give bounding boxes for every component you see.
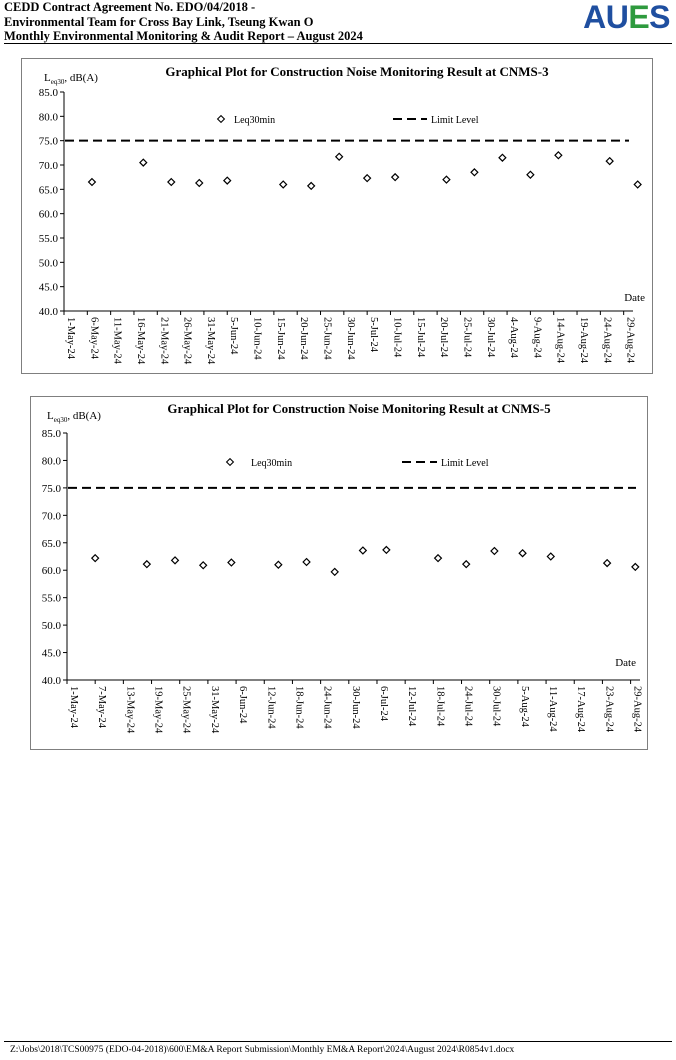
y-axis-label-sub: eq30 xyxy=(50,78,65,86)
y-tick-label: 50.0 xyxy=(38,257,58,270)
y-tick-label: 80.0 xyxy=(41,455,61,468)
x-tick-label: 30-Jun-24 xyxy=(349,686,361,729)
y-axis-label-main: L xyxy=(44,72,51,84)
cnms-3-noise-chart xyxy=(21,58,653,374)
x-tick-label: 1-May-24 xyxy=(68,686,79,728)
y-axis-label-main: L xyxy=(47,410,54,422)
x-tick-label: 30-Jul-24 xyxy=(484,317,496,358)
chart-title: Graphical Plot for Construction Noise Monitoring Result at CNMS-5 xyxy=(167,401,551,416)
x-tick-label: 24-Jun-24 xyxy=(321,686,333,729)
report-header xyxy=(4,0,564,44)
x-axis-label: Date xyxy=(624,292,645,304)
y-tick-label: 60.0 xyxy=(38,208,58,221)
y-tick-label: 55.0 xyxy=(41,592,61,605)
y-tick-label: 40.0 xyxy=(38,306,58,318)
y-tick-label: 40.0 xyxy=(41,675,61,687)
x-tick-label: 18-Jun-24 xyxy=(293,686,305,729)
x-tick-label: 11-Aug-24 xyxy=(547,686,559,732)
y-tick-label: 55.0 xyxy=(38,233,58,245)
y-tick-label: 45.0 xyxy=(41,647,61,660)
x-tick-label: 12-Jul-24 xyxy=(406,686,418,727)
x-tick-label: 19-May-24 xyxy=(152,686,164,734)
x-tick-label: 5-Jul-24 xyxy=(368,317,380,352)
y-tick-label: 65.0 xyxy=(38,184,58,197)
x-tick-label: 9-Aug-24 xyxy=(531,317,543,358)
x-tick-label: 29-Aug-24 xyxy=(624,317,636,364)
x-tick-label: 30-Jul-24 xyxy=(490,686,502,727)
x-tick-label: 25-May-24 xyxy=(180,686,192,734)
x-tick-label: 24-Aug-24 xyxy=(601,317,613,364)
x-tick-label: 10-Jul-24 xyxy=(391,317,403,358)
x-tick-label: 6-Jun-24 xyxy=(237,686,249,724)
x-tick-label: 21-May-24 xyxy=(158,317,170,365)
logo-letter-u: U xyxy=(605,0,629,35)
header-report-line: Monthly Environmental Monitoring & Audit Report – August 2024 xyxy=(4,29,363,43)
x-tick-label: 17-Aug-24 xyxy=(575,686,587,733)
y-tick-label: 70.0 xyxy=(38,160,58,172)
x-tick-label: 7-May-24 xyxy=(96,686,108,728)
x-tick-label: 19-Aug-24 xyxy=(578,317,590,364)
x-tick-label: 20-Jul-24 xyxy=(438,317,450,358)
y-tick-label: 65.0 xyxy=(41,537,61,550)
x-tick-label: 31-May-24 xyxy=(208,686,220,734)
y-tick-label: 70.0 xyxy=(41,510,61,523)
x-tick-label: 15-Jun-24 xyxy=(274,317,286,360)
x-tick-label: 16-May-24 xyxy=(134,317,146,365)
y-tick-label: 75.0 xyxy=(41,482,61,495)
y-axis-label-sub: eq30 xyxy=(53,416,68,424)
footer-divider xyxy=(4,1041,672,1042)
x-tick-label: 6-May-24 xyxy=(88,317,100,359)
y-tick-label: 60.0 xyxy=(41,565,61,578)
y-tick-label: 85.0 xyxy=(41,428,61,440)
y-tick-label: 75.0 xyxy=(38,135,58,148)
header-team-line: Environmental Team for Cross Bay Link, Tseung Kwan O xyxy=(4,14,314,29)
chart-title: Graphical Plot for Construction Noise Monitoring Result at CNMS-3 xyxy=(165,64,549,79)
legend-label-limit: Limit Level xyxy=(431,115,479,126)
x-axis-label: Date xyxy=(615,657,636,669)
logo-letter-a: A xyxy=(583,0,606,35)
x-tick-label: 23-Aug-24 xyxy=(603,686,615,733)
y-tick-label: 80.0 xyxy=(38,111,58,124)
y-axis-label-unit: , dB(A) xyxy=(64,72,98,84)
aues-logo xyxy=(583,0,670,34)
x-tick-label: 25-Jul-24 xyxy=(461,317,473,358)
x-tick-label: 13-May-24 xyxy=(124,686,136,734)
x-tick-label: 31-May-24 xyxy=(204,317,216,365)
x-tick-label: 25-Jun-24 xyxy=(321,317,333,360)
y-tick-label: 45.0 xyxy=(38,281,58,294)
x-tick-label: 6-Jul-24 xyxy=(377,686,389,721)
x-tick-label: 12-Jun-24 xyxy=(265,686,277,729)
x-tick-label: 5-Aug-24 xyxy=(518,686,530,727)
x-tick-label: 5-Jun-24 xyxy=(228,317,240,355)
logo-letter-s: S xyxy=(649,0,670,35)
legend-label-limit: Limit Level xyxy=(441,458,489,469)
x-tick-label: 30-Jun-24 xyxy=(344,317,356,360)
y-tick-label: 50.0 xyxy=(41,620,61,633)
x-tick-label: 24-Jul-24 xyxy=(462,686,474,727)
x-tick-label: 14-Aug-24 xyxy=(554,317,566,364)
x-tick-label: 26-May-24 xyxy=(181,317,193,365)
x-tick-label: 4-Aug-24 xyxy=(508,317,520,358)
header-divider xyxy=(4,43,672,44)
footer-file-path: Z:\Jobs\2018\TCS00975 (EDO-04-2018)\600\EM&A Report Submission\Monthly EM&A Report\2024\August 2024\R0854v1.docx xyxy=(10,1045,515,1055)
x-tick-label: 15-Jul-24 xyxy=(414,317,426,358)
y-axis-label-unit: , dB(A) xyxy=(67,410,101,422)
x-tick-label: 20-Jun-24 xyxy=(298,317,310,360)
legend-label-series: Leq30min xyxy=(251,458,293,469)
x-tick-label: 18-Jul-24 xyxy=(434,686,446,727)
cnms-5-noise-chart xyxy=(30,396,648,750)
header-contract-line: CEDD Contract Agreement No. EDO/04/2018 - xyxy=(4,0,256,14)
x-tick-label: 11-May-24 xyxy=(111,317,123,364)
logo-letter-e: E xyxy=(628,0,650,35)
y-tick-label: 85.0 xyxy=(38,87,58,99)
x-tick-label: 1-May-24 xyxy=(65,317,76,359)
x-tick-label: 10-Jun-24 xyxy=(251,317,263,360)
x-tick-label: 29-Aug-24 xyxy=(631,686,643,733)
legend-label-series: Leq30min xyxy=(234,115,276,126)
